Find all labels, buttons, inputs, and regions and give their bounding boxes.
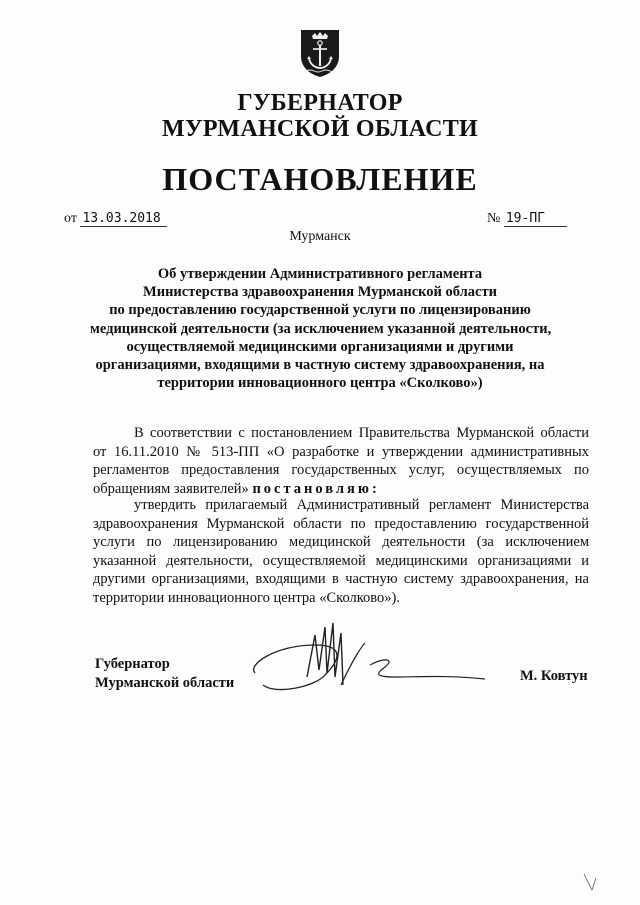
date-prefix: от [64, 211, 77, 226]
org-title-line1: ГУБЕРНАТОР [237, 90, 403, 116]
subject-line: осуществляемой медицинскими организациями и другими [126, 338, 514, 355]
paragraph-text: утвердить прилагаемый Административный регламент Министерства здравоохранения Мурманской области по предоставлению государственной услуги по лицензированию медицинской деятельности (за исключением указанной деятельности, осуществляемой медицинскими организациями и другими организациями, входящими в частную систему здравоохранения, на территории инновационного центра «Сколково»). [93, 497, 589, 606]
paragraph-text: В соответствии с постановлением Правительства Мурманской области от 16.11.2010 № 513-ПП «О разработке и утверждении административных регламентов предоставления государственных услуг, осуществляемых по обращениям заявителей» [93, 425, 589, 497]
resolution-keyword: постановляю: [252, 480, 380, 497]
scan-artifact [582, 872, 602, 894]
subject-line: медицинской деятельности (за исключением указанной деятельности, [90, 320, 552, 337]
city: Мурманск [289, 229, 351, 244]
signatory-name: М. Ковтун [520, 668, 588, 684]
subject-line: организациями, входящими в частную систему здравоохранения, на [95, 357, 545, 374]
position-line: Мурманской области [95, 675, 235, 691]
number-row [487, 210, 567, 228]
body-paragraph-2 [93, 496, 589, 608]
document-subject [90, 265, 550, 392]
document-number: 19-ПГ [504, 211, 567, 227]
document-type: ПОСТАНОВЛЕНИЕ [162, 161, 478, 197]
subject-line: Министерства здравоохранения Мурманской области [143, 284, 497, 301]
subject-line: по предоставлению государственной услуги по лицензированию [109, 302, 531, 319]
subject-line: территории инновационного центра «Сколково») [157, 375, 483, 392]
date-row [64, 210, 167, 228]
number-prefix: № [487, 211, 501, 226]
org-title-line2: МУРМАНСКОЙ ОБЛАСТИ [162, 116, 478, 142]
subject-line: Об утверждении Административного регламента [157, 266, 483, 282]
handwritten-signature [245, 615, 505, 710]
position-line: Губернатор [95, 656, 170, 672]
signatory-position [95, 655, 234, 693]
document-date: 13.03.2018 [80, 211, 166, 227]
body-paragraph-1 [93, 424, 589, 498]
coat-of-arms-icon [298, 28, 342, 78]
